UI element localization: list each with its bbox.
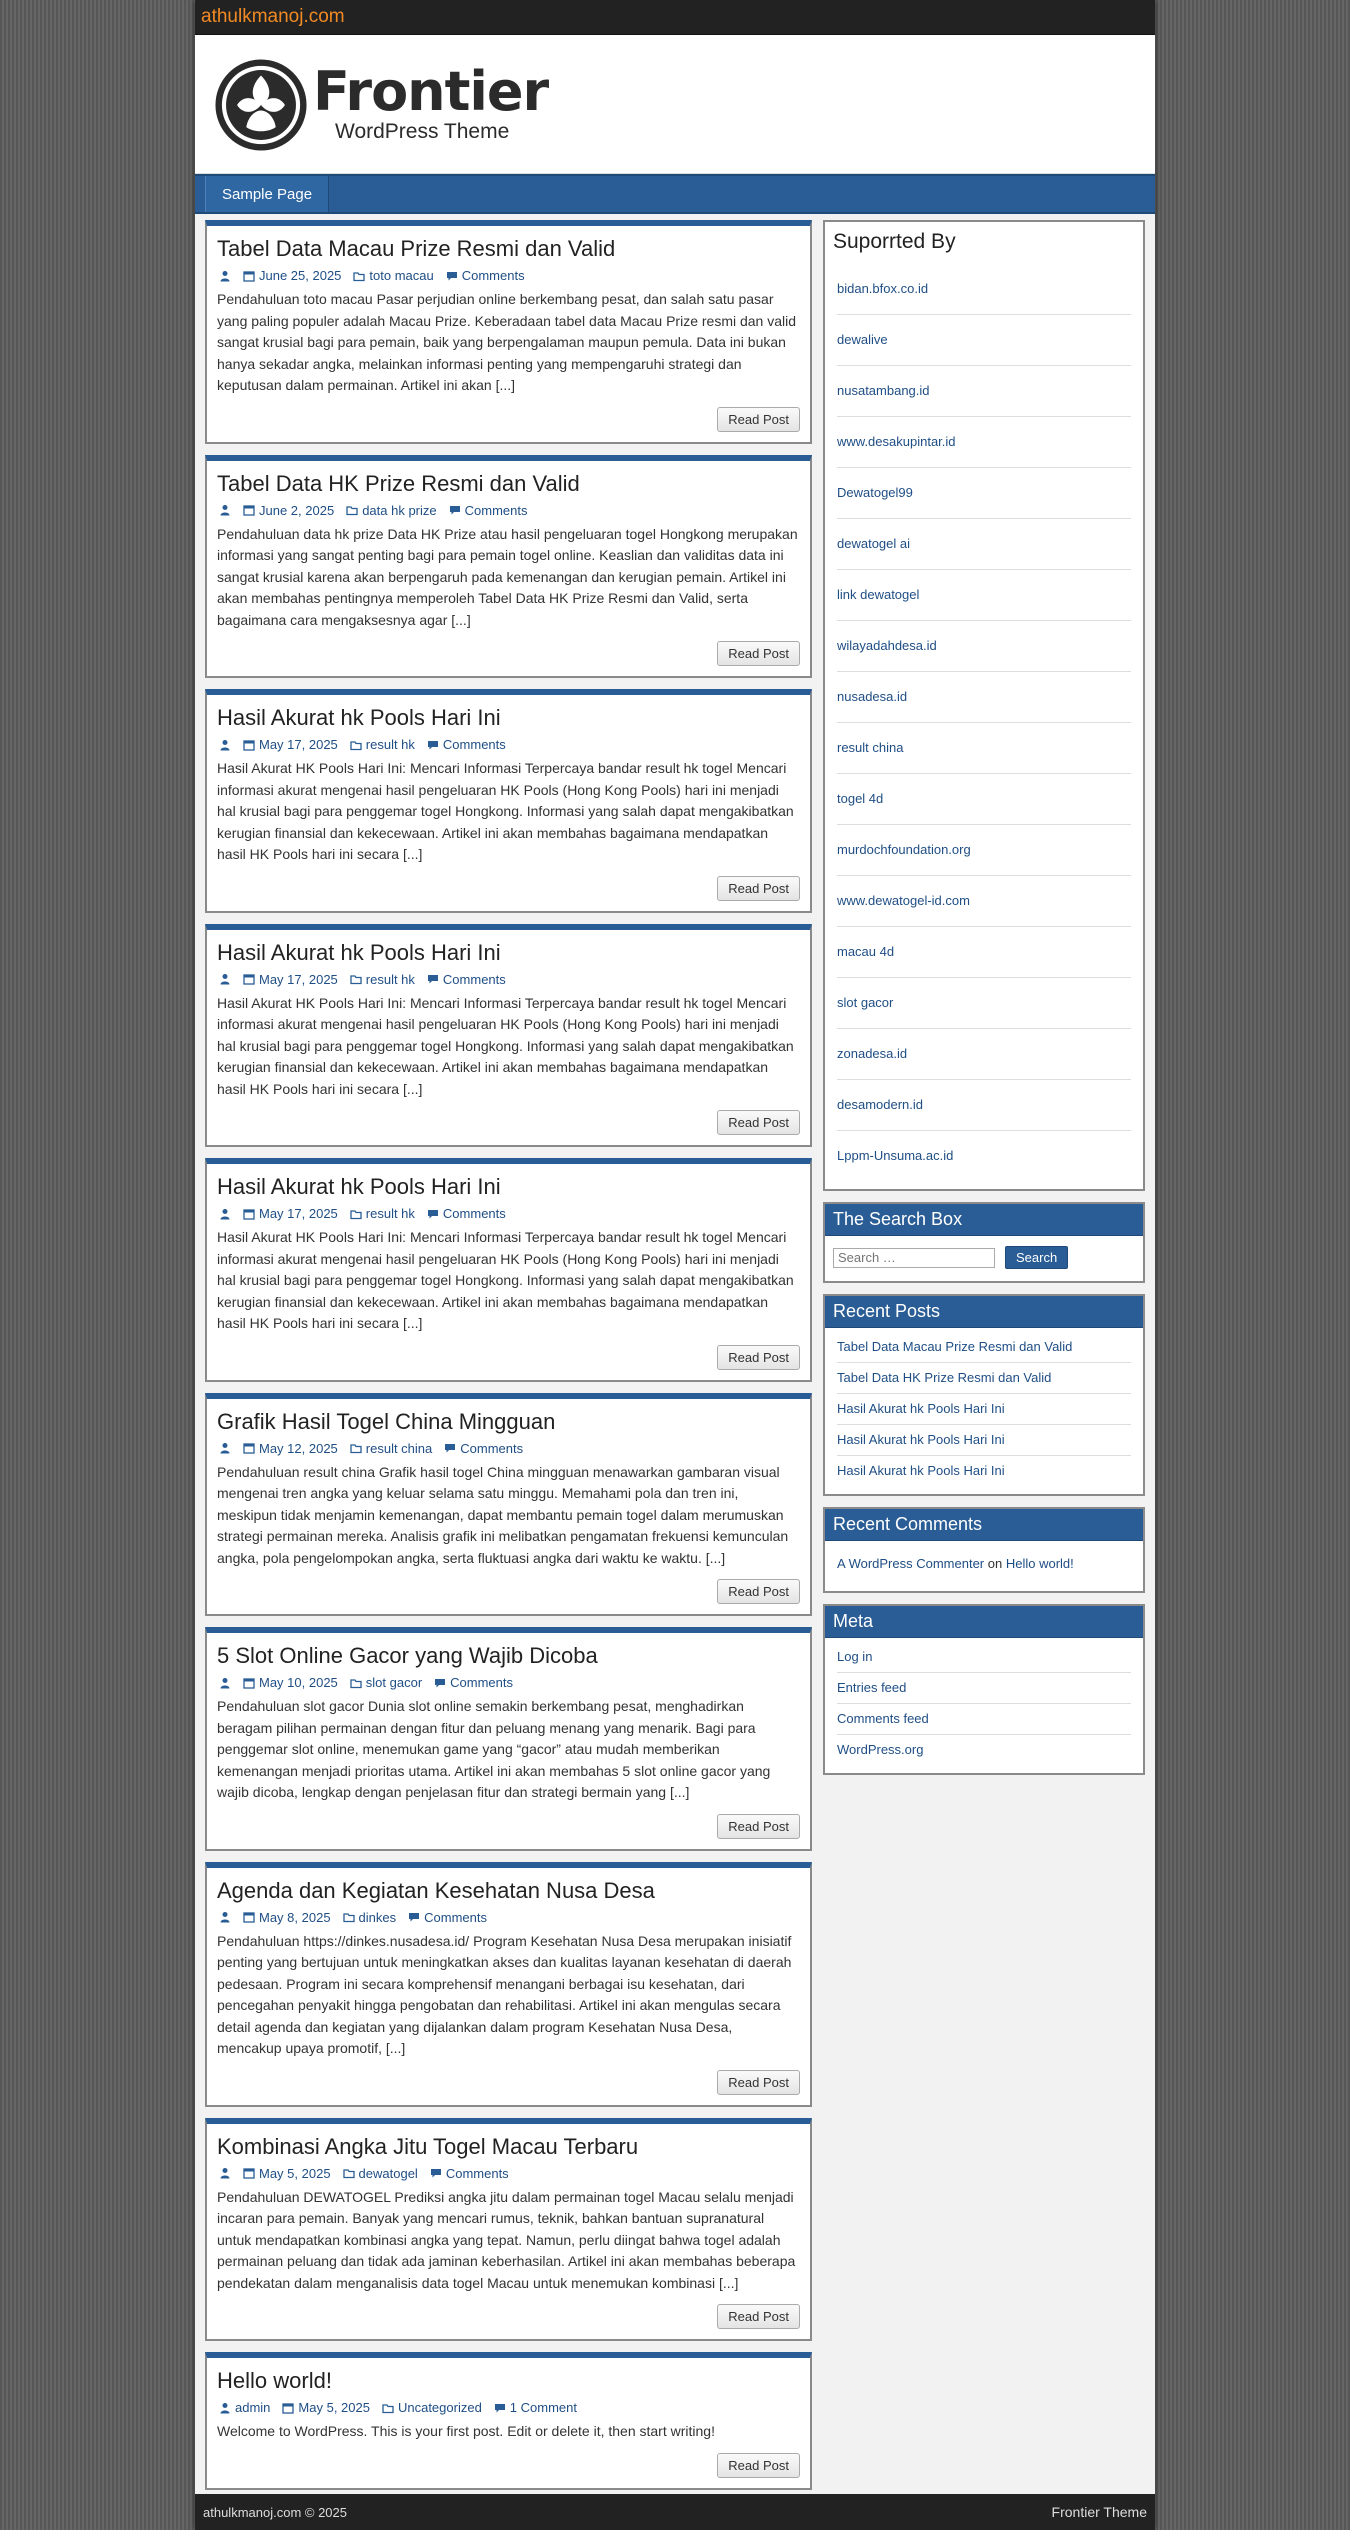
sponsor-link[interactable]: zonadesa.id: [837, 1046, 908, 1061]
post-comments-link[interactable]: Comments: [442, 737, 506, 752]
page-wrapper: [195, 0, 1155, 2530]
post-date-link[interactable]: May 17, 2025: [259, 971, 338, 987]
list-item: [837, 1080, 1131, 1131]
post-title[interactable]: Tabel Data Macau Prize Resmi dan Valid: [217, 236, 616, 261]
folder-icon: [353, 270, 365, 282]
list-item: [837, 621, 1131, 672]
post-author-link[interactable]: admin: [235, 2400, 271, 2415]
calendar-icon: [282, 2402, 294, 2414]
site-title-link[interactable]: athulkmanoj.com: [201, 6, 345, 27]
list-item: [837, 1704, 1131, 1735]
list-item: [837, 927, 1131, 978]
read-post-button[interactable]: Read Post: [717, 876, 800, 901]
post-title[interactable]: Agenda dan Kegiatan Kesehatan Nusa Desa: [217, 1877, 655, 1903]
post-comments-link[interactable]: 1 Comment: [509, 2400, 577, 2415]
user-icon: [219, 1442, 231, 1454]
post-category-link[interactable]: dinkes: [358, 1909, 397, 1925]
user-icon: [219, 1677, 231, 1689]
user-icon: [219, 1911, 231, 1923]
list-item: [837, 978, 1131, 1029]
post-title[interactable]: Hello world!: [217, 2368, 332, 2393]
widget-supported-by: [823, 220, 1145, 1191]
post-card: [205, 2352, 812, 2490]
user-icon: [219, 2167, 231, 2179]
sidebar: [823, 220, 1145, 1786]
post-card: [205, 1158, 812, 1382]
post-card: [205, 1627, 812, 1851]
sponsor-link[interactable]: dewalive: [837, 332, 888, 347]
post-excerpt: Pendahuluan result china Grafik hasil togel China mingguan menawarkan gambaran visual mengenai tren angka yang keluar selama satu minggu. Memahami pola dan tren ini, meskipun tidak menjamin kemenangan, dapat membantu pemain togel dalam merumuskan strategi permainan mereka. Analisis grafik ini melibatkan pengamatan frekuensi kemunculan angka, pola pengelompokan angka, serta fluktuasi angka dari waktu ke waktu. [...]: [217, 1463, 789, 1566]
post-title[interactable]: Hasil Akurat hk Pools Hari Ini: [217, 705, 501, 730]
sponsor-link[interactable]: nusadesa.id: [837, 689, 908, 704]
site-logo[interactable]: [215, 59, 548, 151]
widget-title: Recent Comments: [825, 1509, 1143, 1541]
commenter-link[interactable]: A WordPress Commenter: [837, 1556, 985, 1571]
user-icon: [219, 973, 231, 985]
post-card: [205, 220, 812, 444]
calendar-icon: [243, 1677, 255, 1689]
frontier-logo-icon: [215, 59, 307, 151]
read-post-button[interactable]: Read Post: [717, 1345, 800, 1370]
sponsor-link[interactable]: macau 4d: [837, 944, 895, 959]
sponsor-link[interactable]: result china: [837, 740, 904, 755]
post-comments-link[interactable]: Comments: [450, 1675, 514, 1690]
post-comments-link[interactable]: Comments: [442, 971, 506, 987]
post-date-link[interactable]: June 25, 2025: [259, 268, 342, 283]
post-meta: [217, 1441, 800, 1456]
sponsor-link[interactable]: slot gacor: [837, 995, 894, 1010]
folder-icon: [350, 1208, 362, 1220]
post-category-link[interactable]: dewatogel: [358, 2165, 418, 2181]
post-excerpt: Hasil Akurat HK Pools Hari Ini: Mencari Informasi Terpercaya bandar result hk togel Mencari informasi akurat mengenai hasil pengeluaran HK Pools (Hong Kong Pools) hari ini menjadi hal krusial bagi para penggemar togel Hongkong. Informasi yang salah dapat mengakibatkan kerugian finansial dan kekecewaan. Artikel ini akan membahas bagaimana mendapatkan hasil HK Pools hari ini secara [...]: [217, 760, 794, 862]
calendar-icon: [243, 270, 255, 282]
recent-post-link[interactable]: Hasil Akurat hk Pools Hari Ini: [837, 1401, 1005, 1416]
main-navigation: [195, 174, 1155, 214]
post-date-link[interactable]: May 5, 2025: [259, 2165, 331, 2181]
read-post-button[interactable]: Read Post: [717, 407, 800, 432]
recent-post-link[interactable]: Hasil Akurat hk Pools Hari Ini: [837, 1432, 1005, 1447]
sponsor-link[interactable]: togel 4d: [837, 791, 884, 806]
post-comments-link[interactable]: Comments: [460, 1440, 524, 1456]
meta-list: [825, 1638, 1143, 1773]
folder-icon: [343, 2167, 355, 2179]
list-item: [837, 774, 1131, 825]
post-title[interactable]: Tabel Data HK Prize Resmi dan Valid: [217, 470, 580, 496]
comment-icon: [427, 739, 439, 751]
post-category-link[interactable]: result china: [365, 1440, 433, 1456]
comment-on-text: on: [987, 1556, 1003, 1571]
post-card: [205, 1862, 812, 2107]
sponsor-link[interactable]: Lppm-Unsuma.ac.id: [837, 1148, 954, 1163]
post-comments-link[interactable]: Comments: [445, 2165, 509, 2181]
sponsor-link[interactable]: wilayadahdesa.id: [837, 638, 937, 653]
post-meta: [217, 2400, 800, 2415]
user-icon: [219, 1208, 231, 1220]
comment-icon: [408, 1911, 420, 1923]
calendar-icon: [243, 1911, 255, 1923]
post-date-link[interactable]: May 12, 2025: [259, 1440, 338, 1456]
comment-icon: [430, 2167, 442, 2179]
sponsor-link[interactable]: link dewatogel: [837, 587, 920, 602]
post-excerpt: Welcome to WordPress. This is your first post. Edit or delete it, then start writing!: [217, 2423, 715, 2439]
search-button[interactable]: Search: [1005, 1246, 1068, 1269]
calendar-icon: [243, 1208, 255, 1220]
post-excerpt: Hasil Akurat HK Pools Hari Ini: Mencari Informasi Terpercaya bandar result hk togel Mencari informasi akurat mengenai hasil pengeluaran HK Pools (Hong Kong Pools) hari ini menjadi hal krusial bagi para penggemar togel Hongkong. Informasi yang salah dapat mengakibatkan kerugian finansial dan kekecewaan. Artikel ini akan membahas bagaimana mendapatkan hasil HK Pools hari ini secara [...]: [217, 1229, 794, 1331]
post-comments-link[interactable]: Comments: [461, 268, 525, 283]
logo-title: Frontier: [313, 60, 549, 123]
post-comments-link[interactable]: Comments: [442, 1206, 506, 1221]
post-card: [205, 689, 812, 913]
read-post-button[interactable]: Read Post: [717, 2304, 800, 2329]
post-title[interactable]: Hasil Akurat hk Pools Hari Ini: [217, 1174, 501, 1199]
post-title[interactable]: 5 Slot Online Gacor yang Wajib Dicoba: [217, 1643, 598, 1668]
post-meta: [217, 2166, 800, 2181]
post-excerpt: Pendahuluan toto macau Pasar perjudian online berkembang pesat, dan salah satu pasar yang paling populer adalah Macau Prize. Keberadaan tabel data Macau Prize resmi dan valid sangat krusial bagi para pemain, baik yang berpengalaman maupun pemula. Data ini bukan hanya sekadar angka, melainkan informasi penting yang mempengaruhi strategi dan keputusan dalam permainan. Artikel ini akan [...]: [217, 291, 797, 393]
folder-icon: [343, 1911, 355, 1923]
read-post-button[interactable]: Read Post: [717, 1814, 800, 1839]
calendar-icon: [243, 1442, 255, 1454]
footer-theme-link[interactable]: Frontier Theme: [1051, 2504, 1147, 2520]
list-item: [837, 315, 1131, 366]
post-meta: [217, 268, 800, 283]
post-card: [205, 2118, 812, 2342]
post-category-link[interactable]: toto macau: [369, 268, 434, 283]
search-input[interactable]: [833, 1248, 995, 1268]
list-item: [837, 825, 1131, 876]
list-item: [837, 1029, 1131, 1080]
logo-subtitle: WordPress Theme: [335, 120, 510, 143]
user-icon: [219, 504, 231, 516]
widget-search: [823, 1202, 1145, 1283]
folder-icon: [350, 739, 362, 751]
list-item: [837, 1456, 1131, 1486]
recent-post-link[interactable]: Tabel Data Macau Prize Resmi dan Valid: [837, 1339, 1073, 1354]
list-item: [837, 417, 1131, 468]
folder-icon: [350, 973, 362, 985]
post-excerpt: Pendahuluan https://dinkes.nusadesa.id/ Program Kesehatan Nusa Desa merupakan inisiatif penting yang bertujuan untuk meningkatkan akses dan kualitas layanan kesehatan di daerah pedesaan. Program ini secara komprehensif menangani berbagai isu kesehatan, dari pencegahan penyakit hingga pengobatan dan rehabilitasi. Artikel ini akan mengulas secara detail agenda dan kegiatan yang dijalankan dalam program Kesehatan Nusa Desa, mencakup upaya promotif, [...]: [217, 1932, 792, 2056]
list-item: [837, 1673, 1131, 1704]
recent-post-link[interactable]: Hasil Akurat hk Pools Hari Ini: [837, 1463, 1005, 1478]
calendar-icon: [243, 973, 255, 985]
post-category-link[interactable]: Uncategorized: [397, 2400, 482, 2415]
nav-item-sample-page[interactable]: Sample Page: [205, 176, 329, 212]
widget-recent-posts: [823, 1294, 1145, 1496]
read-post-button[interactable]: Read Post: [717, 1579, 800, 1604]
post-date-link[interactable]: May 8, 2025: [259, 1909, 331, 1925]
list-item: [837, 1363, 1131, 1394]
post-category-link[interactable]: data hk prize: [362, 502, 437, 518]
list-item: [837, 1735, 1131, 1765]
post-card: [205, 1393, 812, 1617]
post-meta: [217, 737, 800, 752]
post-title[interactable]: Hasil Akurat hk Pools Hari Ini: [217, 939, 501, 965]
post-meta: [217, 972, 800, 987]
list-item: [837, 1131, 1131, 1181]
user-icon: [219, 2402, 231, 2414]
site-header: [195, 35, 1155, 174]
sponsor-link[interactable]: dewatogel ai: [837, 536, 910, 551]
recent-post-link[interactable]: Tabel Data HK Prize Resmi dan Valid: [837, 1370, 1052, 1385]
list-item: [837, 570, 1131, 621]
post-title[interactable]: Kombinasi Angka Jitu Togel Macau Terbaru: [217, 2133, 639, 2159]
post-comments-link[interactable]: Comments: [464, 502, 528, 518]
post-category-link[interactable]: result hk: [365, 971, 415, 987]
recent-posts-list: [825, 1328, 1143, 1494]
sponsor-link[interactable]: www.desakupintar.id: [837, 434, 956, 449]
list-item: [837, 876, 1131, 927]
post-date-link[interactable]: May 17, 2025: [259, 1206, 338, 1221]
list-item: [837, 468, 1131, 519]
list-item: [837, 723, 1131, 774]
meta-link[interactable]: Log in: [837, 1649, 873, 1664]
sponsor-link[interactable]: Dewatogel99: [837, 485, 913, 500]
widget-title: Suporrted By: [833, 230, 956, 253]
calendar-icon: [243, 2167, 255, 2179]
post-title[interactable]: Grafik Hasil Togel China Mingguan: [217, 1408, 556, 1434]
folder-icon: [346, 504, 358, 516]
top-bar: [195, 0, 1155, 35]
folder-icon: [382, 2402, 394, 2414]
post-meta: [217, 1675, 800, 1690]
post-card: [205, 455, 812, 679]
comment-icon: [449, 504, 461, 516]
post-comments-link[interactable]: Comments: [424, 1909, 487, 1925]
calendar-icon: [243, 739, 255, 751]
footer-copyright: athulkmanoj.com © 2025: [203, 2504, 347, 2520]
comment-post-link[interactable]: Hello world!: [1005, 1556, 1074, 1571]
folder-icon: [350, 1442, 362, 1454]
list-item: [837, 1545, 1131, 1583]
read-post-button[interactable]: Read Post: [717, 2453, 800, 2478]
widget-title: Meta: [825, 1606, 1143, 1638]
widget-meta: [823, 1604, 1145, 1775]
post-excerpt: Pendahuluan slot gacor Dunia slot online semakin berkembang pesat, menghadirkan beragam pilihan permainan dengan fitur dan peluang menang yang menarik. Bagi para penggemar slot online, menemukan game yang “gacor” atau mudah memberikan kemenangan menjadi prioritas utama. Artikel ini akan membahas 5 slot online gacor yang wajib dicoba, lengkap dengan penjelasan fitur dan strategi bermain yang [...]: [217, 1698, 771, 1800]
sponsor-link[interactable]: bidan.bfox.co.id: [837, 281, 929, 296]
post-date-link[interactable]: June 2, 2025: [259, 502, 335, 518]
read-post-button[interactable]: Read Post: [717, 641, 800, 666]
list-item: [837, 1332, 1131, 1363]
post-date-link[interactable]: May 10, 2025: [259, 1675, 338, 1690]
comment-icon: [446, 270, 458, 282]
post-list: [205, 220, 812, 2501]
widget-title: Recent Posts: [825, 1296, 1143, 1328]
sponsor-link[interactable]: desamodern.id: [837, 1097, 923, 1112]
post-card: [205, 924, 812, 1148]
post-category-link[interactable]: result hk: [365, 1206, 415, 1221]
list-item: [837, 1642, 1131, 1673]
comment-icon: [434, 1677, 446, 1689]
recent-comments-list: [825, 1541, 1143, 1591]
list-item: [837, 366, 1131, 417]
comment-icon: [427, 973, 439, 985]
folder-icon: [350, 1677, 362, 1689]
sponsor-link[interactable]: nusatambang.id: [837, 383, 930, 398]
comment-icon: [494, 2402, 506, 2414]
list-item: [837, 264, 1131, 315]
post-date-link[interactable]: May 17, 2025: [259, 737, 338, 752]
meta-link[interactable]: Entries feed: [837, 1680, 907, 1695]
post-category-link[interactable]: result hk: [365, 737, 415, 752]
calendar-icon: [243, 504, 255, 516]
widget-recent-comments: [823, 1507, 1145, 1593]
post-date-link[interactable]: May 5, 2025: [298, 2400, 370, 2415]
read-post-button[interactable]: Read Post: [717, 1110, 800, 1135]
sponsor-link[interactable]: www.dewatogel-id.com: [837, 893, 970, 908]
post-excerpt: Hasil Akurat HK Pools Hari Ini: Mencari Informasi Terpercaya bandar result hk togel Mencari informasi akurat mengenai hasil pengeluaran HK Pools (Hong Kong Pools) hari ini menjadi hal krusial bagi para penggemar togel Hongkong. Informasi yang salah dapat mengakibatkan kerugian finansial dan kekecewaan. Artikel ini akan membahas bagaimana mendapatkan hasil HK Pools hari ini secara [...]: [217, 994, 794, 1097]
post-meta: [217, 1206, 800, 1221]
post-category-link[interactable]: slot gacor: [365, 1675, 423, 1690]
read-post-button[interactable]: Read Post: [717, 2070, 800, 2095]
list-item: [837, 1425, 1131, 1456]
sponsor-link[interactable]: murdochfoundation.org: [837, 842, 971, 857]
list-item: [837, 672, 1131, 723]
post-excerpt: Pendahuluan DEWATOGEL Prediksi angka jitu dalam permainan togel Macau selalu menjadi incaran para pemain. Banyak yang mencari rumus, teknik, bahkan bantuan supranatural untuk mendapatkan kombinasi angka yang tepat. Namun, perlu diingat bahwa togel adalah permainan peluang dan tidak ada jaminan keberhasilan. Artikel ini akan membahas beberapa pendekatan dalam menganalisis data togel Macau untuk menemukan kombinasi [...]: [217, 2188, 796, 2291]
widget-title: The Search Box: [825, 1204, 1143, 1236]
post-meta: [217, 1910, 800, 1925]
post-excerpt: Pendahuluan data hk prize Data HK Prize atau hasil pengeluaran togel Hongkong merupakan informasi yang sangat penting bagi para pemain togel online. Keaslian dan validitas data ini sangat krusial karena akan berpengaruh pada kemenangan dan kerugian pemain. Artikel ini akan membahas pentingnya memperoleh Tabel Data HK Prize Resmi dan Valid, serta bagaimana cara mengaksesnya agar [...]: [217, 525, 798, 628]
list-item: [837, 519, 1131, 570]
comment-icon: [427, 1208, 439, 1220]
meta-link[interactable]: Comments feed: [837, 1711, 929, 1726]
sponsor-list: [825, 260, 1143, 1189]
list-item: [837, 1394, 1131, 1425]
comment-icon: [444, 1442, 456, 1454]
user-icon: [219, 739, 231, 751]
user-icon: [219, 270, 231, 282]
post-meta: [217, 503, 800, 518]
site-footer: [195, 2494, 1155, 2530]
meta-link[interactable]: WordPress.org: [837, 1742, 924, 1757]
